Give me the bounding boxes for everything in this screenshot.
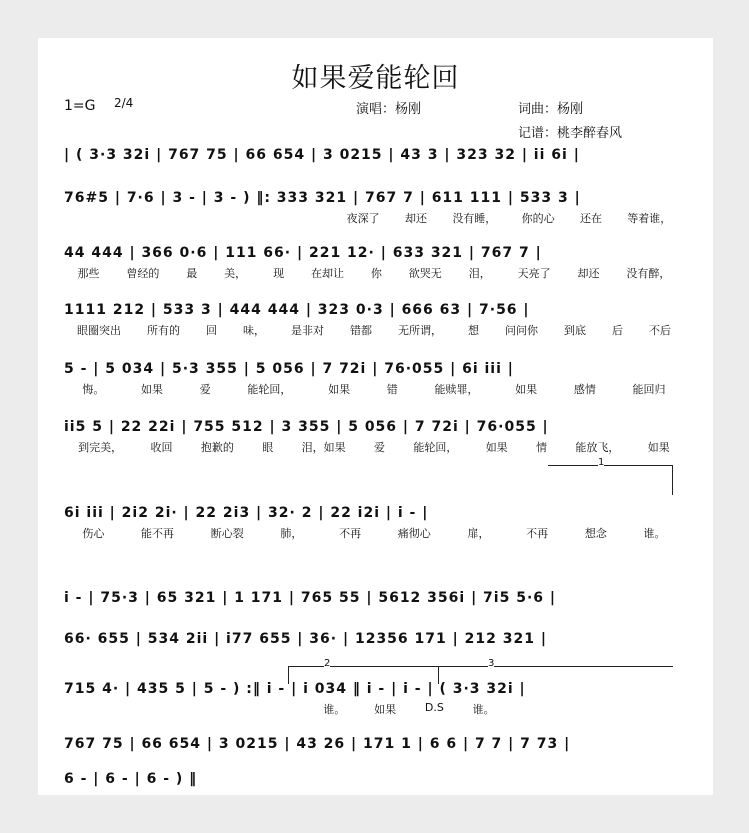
volta-bracket-3: [438, 666, 673, 667]
lyric-line: 谁。 如果 D.S 谁。: [323, 701, 495, 716]
notation-line: 6i iii | 2i2 2i· | 22 2i3 | 32· 2 | 22 i2i | i - |: [64, 505, 429, 521]
notation-line: | ( 3·3 32i | 767 75 | 66 654 | 3 0215 | 43 3 | 323 32 | ii 6i |: [64, 147, 580, 163]
time-signature: 2/4: [114, 96, 134, 110]
notation-line: 5 - | 5 034 | 5·3 355 | 5 056 | 7 72i | 76·055 | 6i iii |: [64, 361, 514, 377]
notation-line: ii5 5 | 22 22i | 755 512 | 3 355 | 5 056 | 7 72i | 76·055 |: [64, 419, 549, 435]
singer-credit: 演唱：杨刚: [356, 102, 422, 117]
volta-bracket-2: [288, 666, 438, 667]
key-signature: 1=G: [64, 98, 96, 114]
lyric-line: 夜深了 却还 没有睡， 你的心 还在 等着谁，: [346, 212, 672, 225]
score-page: [38, 38, 713, 795]
transcriber-credit: 记谱：桃李醉春风: [518, 126, 623, 141]
lyric-line: 到完美， 收回 抱歉的 眼 泪，如果 爱 能轮回， 如果 情 能放飞， 如果: [78, 441, 670, 454]
notation-line: 6 - | 6 - | 6 - ) ‖: [64, 771, 198, 787]
notation-line: 66· 655 | 534 2ii | i77 655 | 36· | 12356 171 | 212 321 |: [64, 631, 547, 647]
lyric-line: 悔。 如果 爱 能轮回， 如果 错 能赎罪， 如果 感情 能回归: [82, 383, 666, 396]
lyric-line: 伤心 能不再 断心裂 肺， 不再 痛彻心 扉， 不再 想念 谁。: [82, 527, 666, 540]
notation-line: 715 4· | 435 5 | 5 - ) :‖ i - | i 034 ‖ i - | i - | ( 3·3 32i |: [64, 681, 526, 697]
volta-number-1: 1: [598, 457, 605, 468]
volta-number-3: 3: [488, 658, 495, 669]
volta-bracket-1-end: [672, 465, 673, 495]
volta-bracket-1: [548, 465, 673, 466]
writer-credit: 词曲：杨刚: [518, 102, 584, 117]
notation-line: 767 75 | 66 654 | 3 0215 | 43 26 | 171 1 | 6 6 | 7 7 | 7 73 |: [64, 736, 571, 752]
notation-line: 44 444 | 366 0·6 | 111 66· | 221 12· | 633 321 | 767 7 |: [64, 245, 542, 261]
volta-number-2: 2: [324, 658, 331, 669]
notation-line: 1111 212 | 533 3 | 444 444 | 323 0·3 | 666 63 | 7·56 |: [64, 302, 530, 318]
notation-line: i - | 75·3 | 65 321 | 1 171 | 765 55 | 5612 356i | 7i5 5·6 |: [64, 590, 556, 606]
notation-line: 76#5 | 7·6 | 3 - | 3 - ) ‖: 333 321 | 767 7 | 611 111 | 533 3 |: [64, 190, 581, 206]
lyric-line: 那些 曾经的 最 美， 现 在却让 你 欲哭无 泪， 天亮了 却还 没有醉，: [77, 267, 671, 280]
song-title: 如果爱能轮回: [291, 63, 460, 94]
lyric-line: 眼圈突出 所有的 回 味， 是非对 错都 无所谓， 想 问问你 到底 后 不后: [77, 324, 671, 337]
